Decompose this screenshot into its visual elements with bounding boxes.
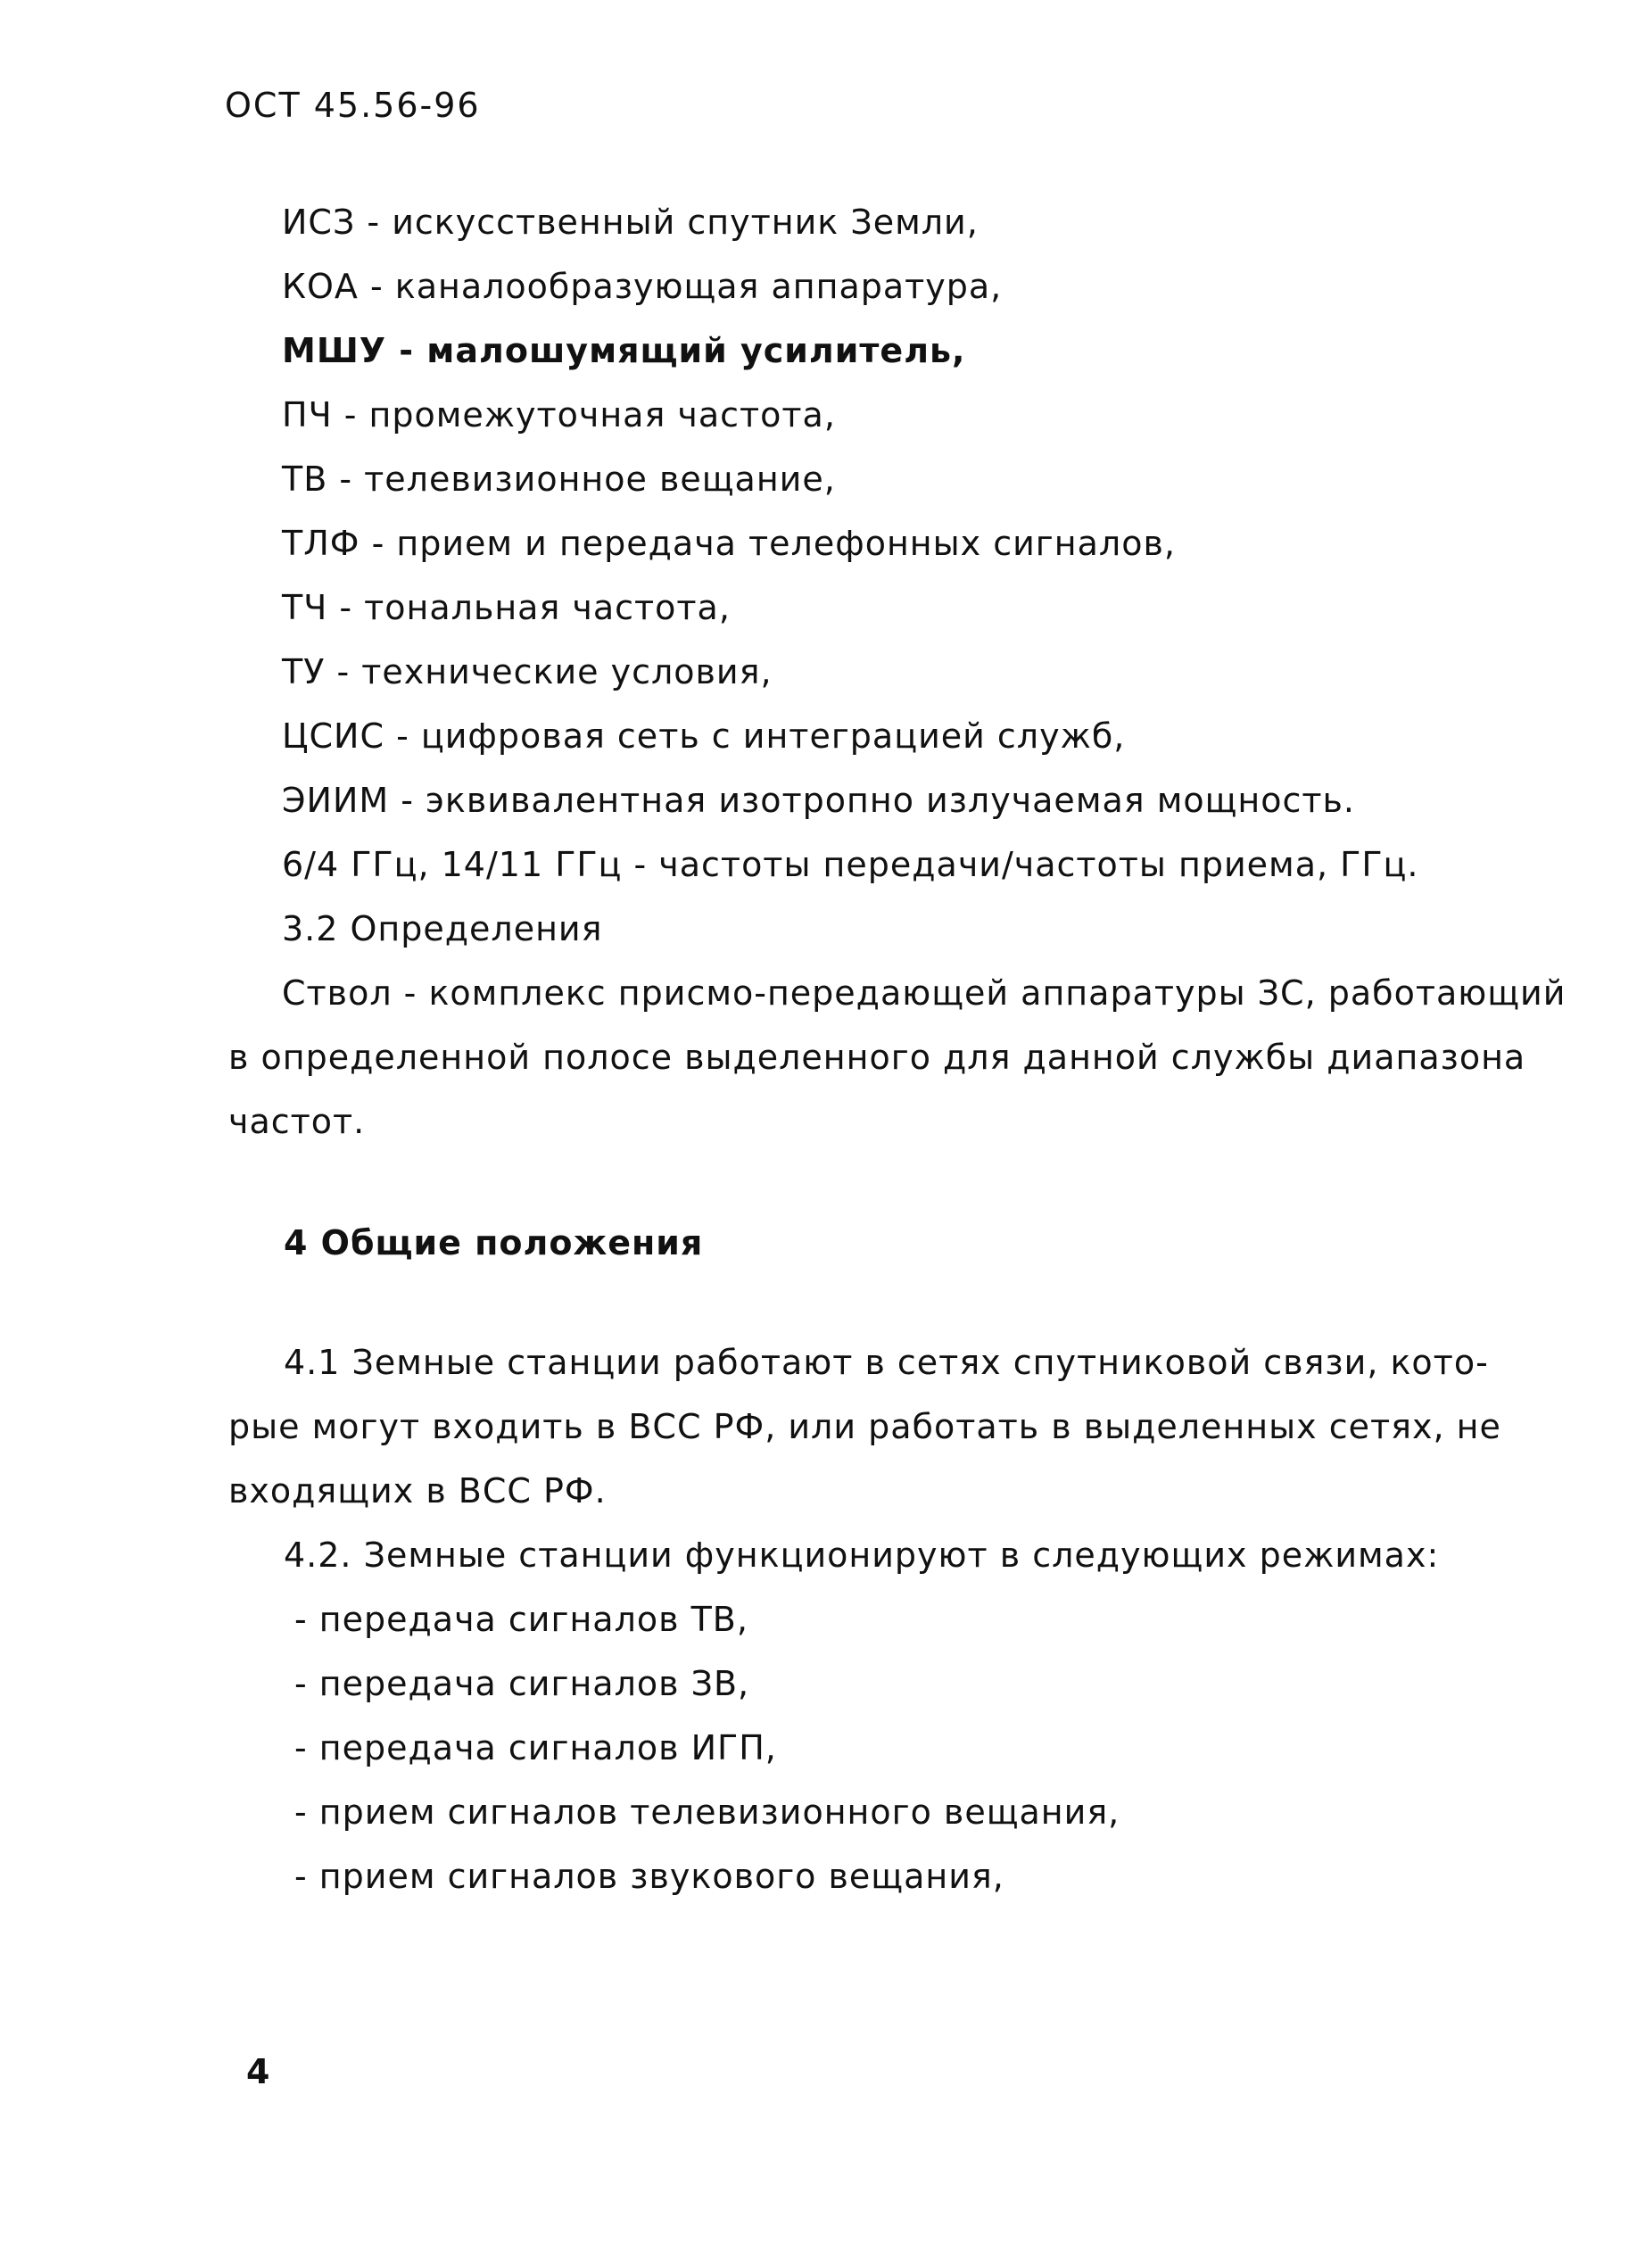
abbreviation-definition: частоты передачи/частоты приема, ГГц. [658, 845, 1419, 884]
abbreviation-definition: технические условия, [361, 652, 773, 691]
definition-line: частот. [228, 1102, 366, 1141]
list-item: - передача сигналов ИГП, [294, 1728, 777, 1767]
abbreviation-term: ТВ [282, 459, 328, 499]
abbreviation-definition: искусственный спутник Земли, [392, 203, 979, 242]
abbreviation-definition: эквивалентная изотропно излучаемая мощность. [426, 781, 1356, 820]
list-item: - прием сигналов телевизионного вещания, [294, 1792, 1120, 1832]
paragraph-line: входящих в ВСС РФ. [228, 1471, 607, 1511]
list-item: - передача сигналов ЗВ, [294, 1664, 750, 1703]
abbreviation-term: ТУ [282, 652, 326, 691]
paragraph-line: 4.2. Земные станции функционируют в следующих режимах: [284, 1535, 1440, 1575]
abbreviation-term: ЭИИМ [282, 781, 390, 820]
abbreviation-term: ПЧ [282, 395, 333, 435]
abbreviation-item: ЭИИМ - эквивалентная изотропно излучаемая мощность. [282, 781, 1356, 820]
abbreviation-definition: цифровая сеть с интеграцией служб, [420, 716, 1126, 756]
abbreviation-term: ТЛФ [282, 524, 360, 563]
abbreviation-item: ПЧ - промежуточная частота, [282, 395, 836, 435]
definitions-heading: 3.2 Определения [282, 909, 603, 948]
paragraph-line: 4.1 Земные станции работают в сетях спутниковой связи, кото- [284, 1343, 1489, 1382]
abbreviation-item: ЦСИС - цифровая сеть с интеграцией служб, [282, 716, 1126, 756]
abbreviation-item: ТУ - технические условия, [282, 652, 773, 691]
abbreviation-definition: прием и передача телефонных сигналов, [396, 524, 1176, 563]
abbreviation-term: ТЧ [282, 588, 328, 627]
abbreviation-term: ЦСИС [282, 716, 384, 756]
abbreviation-item: МШУ - малошумящий усилитель, [282, 331, 966, 370]
abbreviation-item: 6/4 ГГц, 14/11 ГГц - частоты передачи/частоты приема, ГГц. [282, 845, 1419, 884]
abbreviation-item: ТВ - телевизионное вещание, [282, 459, 836, 499]
abbreviation-definition: малошумящий усилитель, [426, 331, 966, 370]
list-item: - прием сигналов звукового вещания, [294, 1857, 1004, 1896]
document-code: ОСТ 45.56-96 [225, 86, 481, 125]
list-item: - передача сигналов ТВ, [294, 1600, 748, 1639]
abbreviation-item: ТЧ - тональная частота, [282, 588, 731, 627]
abbreviation-term: МШУ [282, 331, 387, 370]
abbreviation-definition: каналообразующая аппаратура, [394, 267, 1003, 306]
abbreviation-term: 6/4 ГГц, 14/11 ГГц [282, 845, 623, 884]
abbreviation-item: КОА - каналообразующая аппаратура, [282, 267, 1003, 306]
paragraph-line: рые могут входить в ВСС РФ, или работать в выделенных сетях, не [228, 1407, 1501, 1446]
abbreviation-item: ТЛФ - прием и передача телефонных сигналов, [282, 524, 1176, 563]
abbreviation-definition: телевизионное вещание, [364, 459, 836, 499]
abbreviation-definition: тональная частота, [364, 588, 731, 627]
definition-line: в определенной полосе выделенного для данной службы диапазона [228, 1038, 1526, 1077]
section-heading: 4 Общие положения [284, 1223, 704, 1262]
abbreviation-item: ИСЗ - искусственный спутник Земли, [282, 203, 979, 242]
abbreviation-definition: промежуточная частота, [368, 395, 836, 435]
abbreviation-term: ИСЗ [282, 203, 356, 242]
page-number: 4 [246, 2052, 270, 2091]
definition-line: Ствол - комплекс присмо-передающей аппаратуры ЗС, работающий [282, 973, 1566, 1013]
abbreviation-term: КОА [282, 267, 359, 306]
